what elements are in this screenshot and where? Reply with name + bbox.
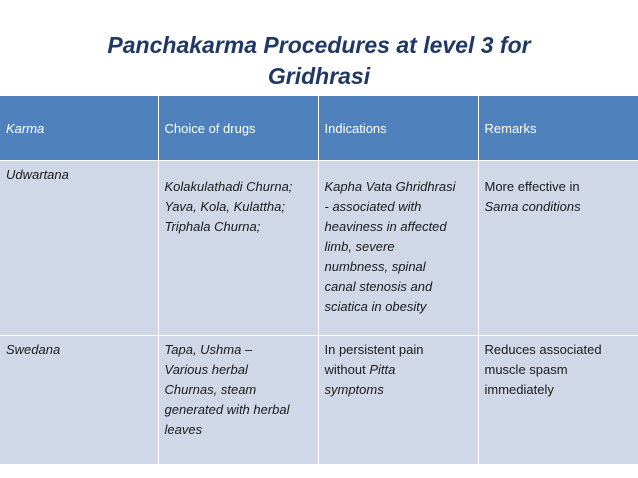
drug-line: Yava, Kola, Kulattha; <box>164 199 285 214</box>
cell-drugs <box>158 161 318 336</box>
cell-remarks <box>478 161 638 336</box>
indication-line: limb, severe <box>324 239 395 254</box>
cell-drugs <box>158 336 318 465</box>
indication-line <box>325 360 472 380</box>
remark-line: More effective in <box>484 179 580 194</box>
header-karma: Karma <box>0 96 158 161</box>
indication-line: Kapha Vata Ghridhrasi <box>324 179 456 194</box>
indication-line: symptoms <box>324 382 384 397</box>
header-choice-of-drugs: Choice of drugs <box>158 96 318 161</box>
indication-line: sciatica in obesity <box>324 299 427 314</box>
remark-line: Reduces associated <box>484 342 602 357</box>
indication-line: - associated with <box>324 199 422 214</box>
drug-line: leaves <box>164 422 203 437</box>
indication-line: In persistent pain <box>324 342 424 357</box>
drug-line: Tapa, Ushma – <box>164 342 253 357</box>
indication-line: heaviness in affected <box>324 219 447 234</box>
table-row <box>0 161 638 336</box>
indication-emphasis: Pitta <box>369 362 396 377</box>
table-row <box>0 336 638 465</box>
indication-line: canal stenosis and <box>324 279 433 294</box>
cell-indications <box>318 161 478 336</box>
remark-line: Sama conditions <box>484 199 581 214</box>
cell-karma: Udwartana <box>0 161 158 336</box>
drug-line: Various herbal <box>164 362 248 377</box>
slide-title-line-1: Panchakarma Procedures at level 3 for <box>107 32 531 58</box>
header-indications: Indications <box>318 96 478 161</box>
cell-indications <box>318 336 478 465</box>
indication-line: numbness, spinal <box>324 259 426 274</box>
remark-line: immediately <box>484 382 554 397</box>
remark-line: muscle spasm <box>484 362 568 377</box>
indication-text: without <box>324 362 370 377</box>
procedures-table <box>0 96 638 464</box>
cell-remarks <box>478 336 638 465</box>
drug-line: Churnas, steam <box>164 382 257 397</box>
slide-title <box>0 30 638 92</box>
drug-line: Kolakulathadi Churna; <box>164 179 293 194</box>
header-remarks: Remarks <box>478 96 638 161</box>
drug-line: Triphala Churna; <box>164 219 261 234</box>
drug-line: generated with herbal <box>164 402 290 417</box>
table-header-row <box>0 96 638 161</box>
cell-karma: Swedana <box>0 336 158 465</box>
slide-title-line-2: Gridhrasi <box>267 63 371 89</box>
